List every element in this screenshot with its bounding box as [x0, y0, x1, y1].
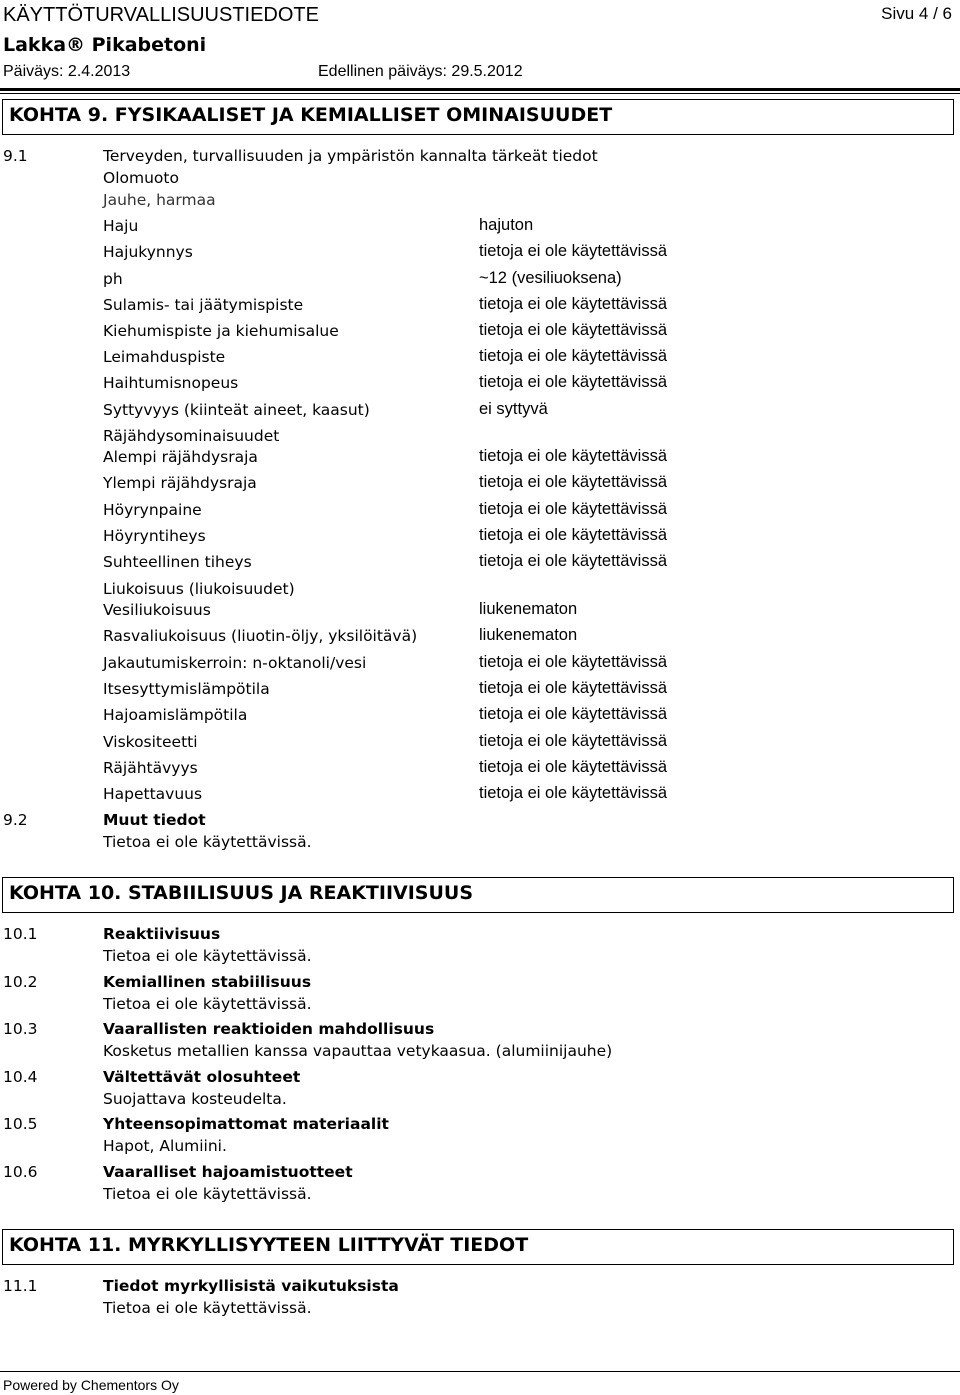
subsection-heading: Kemiallinen stabiilisuus	[103, 973, 312, 991]
subsection-number: 10.1	[3, 925, 38, 943]
subsection-text: Tietoa ei ole käytettävissä.	[103, 947, 312, 965]
property-value: tietoja ei ole käytettävissä	[479, 526, 668, 544]
subsection-number: 10.3	[3, 1020, 38, 1038]
footer-text: Powered by Chementors Oy	[3, 1377, 179, 1393]
property-label: Jakautumiskerroin: n-oktanoli/vesi	[103, 654, 367, 672]
subsection-heading: Tiedot myrkyllisistä vaikutuksista	[103, 1277, 399, 1295]
property-label: Räjähdysominaisuudet	[103, 427, 280, 445]
subsection-number: 10.5	[3, 1115, 38, 1133]
subsection-text: Tietoa ei ole käytettävissä.	[103, 833, 312, 851]
property-label: Vesiliukoisuus	[103, 601, 211, 619]
header-rule	[0, 88, 960, 91]
property-value: tietoja ei ole käytettävissä	[479, 347, 668, 365]
property-label: Haihtumisnopeus	[103, 374, 239, 392]
form-value: Jauhe, harmaa	[103, 191, 216, 209]
property-label: Viskositeetti	[103, 733, 198, 751]
property-value: tietoja ei ole käytettävissä	[479, 679, 668, 697]
property-value: tietoja ei ole käytettävissä	[479, 321, 668, 339]
property-label: Syttyvyys (kiinteät aineet, kaasut)	[103, 401, 370, 419]
issue-date: Päiväys: 2.4.2013	[3, 63, 131, 80]
property-value: tietoja ei ole käytettävissä	[479, 653, 668, 671]
subsection-text: Kosketus metallien kanssa vapauttaa vetykaasua. (alumiinijauhe)	[103, 1042, 613, 1060]
property-label: Itsesyttymislämpötila	[103, 680, 270, 698]
property-value: ~12 (vesiliuoksena)	[479, 269, 622, 287]
section-11-title: KOHTA 11. MYRKYLLISYYTEEN LIITTYVÄT TIEDOT	[9, 1234, 529, 1256]
previous-date: Edellinen päiväys: 29.5.2012	[318, 63, 523, 80]
property-label: Alempi räjähdysraja	[103, 448, 258, 466]
property-label: Hapettavuus	[103, 785, 203, 803]
property-value: liukenematon	[479, 626, 578, 644]
property-value: tietoja ei ole käytettävissä	[479, 732, 668, 750]
subsection-heading: Muut tiedot	[103, 811, 206, 829]
subsection-number: 10.6	[3, 1163, 38, 1181]
property-label: Liukoisuus (liukoisuudet)	[103, 580, 295, 598]
subsection-heading: Reaktiivisuus	[103, 925, 221, 943]
subsection-heading: Yhteensopimattomat materiaalit	[103, 1115, 389, 1133]
property-label: Hajoamislämpötila	[103, 706, 248, 724]
section-10-title: KOHTA 10. STABIILISUUS JA REAKTIIVISUUS	[9, 882, 474, 904]
subsection-number: 10.2	[3, 973, 38, 991]
footer-rule	[0, 1371, 960, 1372]
section-9-header	[2, 99, 954, 135]
property-value: tietoja ei ole käytettävissä	[479, 552, 668, 570]
subsection-heading: Terveyden, turvallisuuden ja ympäristön kannalta tärkeät tiedot	[103, 147, 598, 165]
subsection-number: 9.2	[3, 811, 28, 829]
property-value: ei syttyvä	[479, 400, 548, 418]
property-value: tietoja ei ole käytettävissä	[479, 242, 668, 260]
section-9-title: KOHTA 9. FYSIKAALISET JA KEMIALLISET OMINAISUUDET	[9, 104, 613, 126]
subsection-text: Tietoa ei ole käytettävissä.	[103, 1185, 312, 1203]
subsection-text: Tietoa ei ole käytettävissä.	[103, 1299, 312, 1317]
property-label: Ylempi räjähdysraja	[103, 474, 257, 492]
property-value: tietoja ei ole käytettävissä	[479, 784, 668, 802]
property-label: Leimahduspiste	[103, 348, 226, 366]
subsection-heading: Vaaralliset hajoamistuotteet	[103, 1163, 353, 1181]
property-value: liukenematon	[479, 600, 578, 618]
property-label: Rasvaliukoisuus (liuotin-öljy, yksilöitävä)	[103, 627, 418, 645]
property-value: tietoja ei ole käytettävissä	[479, 447, 668, 465]
form-label: Olomuoto	[103, 169, 179, 187]
property-value: tietoja ei ole käytettävissä	[479, 758, 668, 776]
property-label: Sulamis- tai jäätymispiste	[103, 296, 304, 314]
product-name: Lakka® Pikabetoni	[3, 34, 207, 56]
subsection-text: Tietoa ei ole käytettävissä.	[103, 995, 312, 1013]
property-value: tietoja ei ole käytettävissä	[479, 500, 668, 518]
property-label: Räjähtävyys	[103, 759, 198, 777]
property-value: tietoja ei ole käytettävissä	[479, 295, 668, 313]
property-label: Hajukynnys	[103, 243, 193, 261]
subsection-heading: Vältettävät olosuhteet	[103, 1068, 301, 1086]
property-label: Höyrynpaine	[103, 501, 202, 519]
page-number: Sivu 4 / 6	[881, 4, 952, 23]
header-rule-thin	[0, 93, 960, 94]
section-11-header	[2, 1229, 954, 1265]
document-title: KÄYTTÖTURVALLISUUSTIEDOTE	[3, 4, 319, 26]
property-value: tietoja ei ole käytettävissä	[479, 473, 668, 491]
property-label: Haju	[103, 217, 139, 235]
property-value: hajuton	[479, 216, 534, 234]
property-value: tietoja ei ole käytettävissä	[479, 373, 668, 391]
property-label: ph	[103, 270, 123, 288]
subsection-text: Hapot, Alumiini.	[103, 1137, 227, 1155]
subsection-number: 10.4	[3, 1068, 38, 1086]
subsection-text: Suojattava kosteudelta.	[103, 1090, 287, 1108]
section-10-header	[2, 877, 954, 913]
property-value: tietoja ei ole käytettävissä	[479, 705, 668, 723]
subsection-heading: Vaarallisten reaktioiden mahdollisuus	[103, 1020, 435, 1038]
subsection-number: 9.1	[3, 147, 28, 165]
subsection-number: 11.1	[3, 1277, 38, 1295]
property-label: Kiehumispiste ja kiehumisalue	[103, 322, 339, 340]
property-label: Suhteellinen tiheys	[103, 553, 252, 571]
property-label: Höyryntiheys	[103, 527, 206, 545]
